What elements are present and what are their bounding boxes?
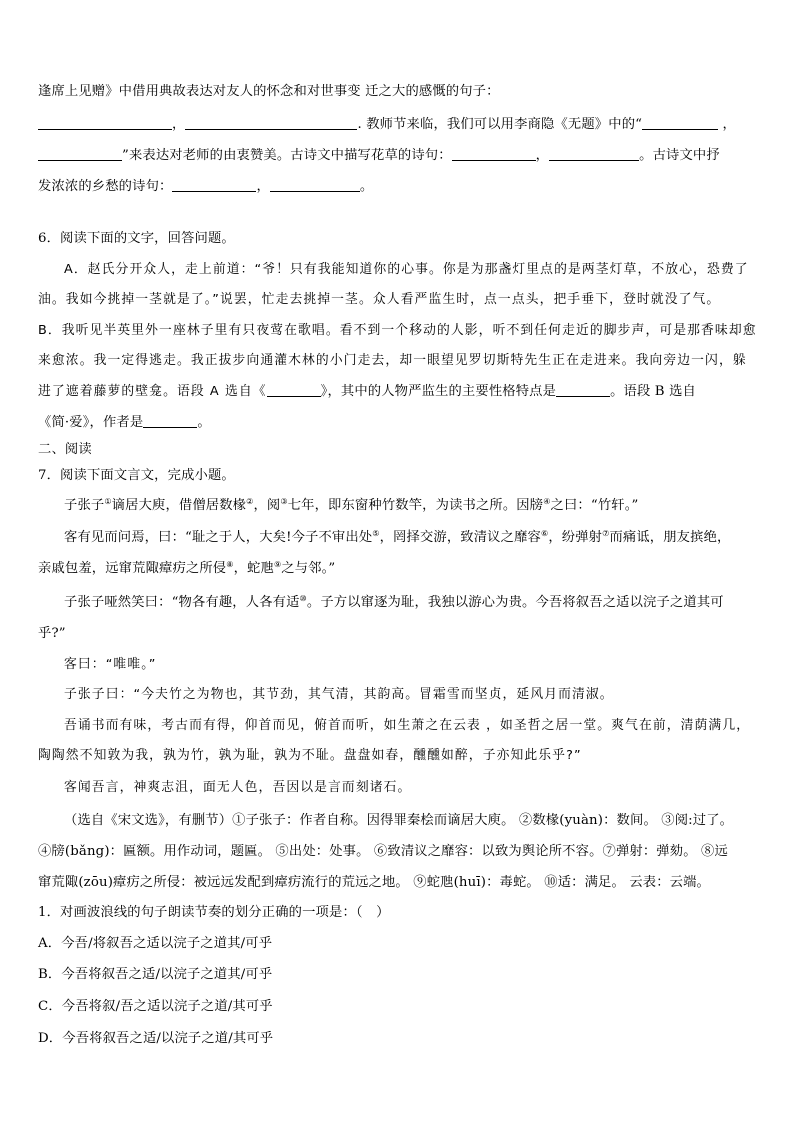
answer-blank[interactable] [185, 116, 357, 130]
q6-passage-a-line-2: 油。我如今挑掉一茎就是了。”说罢，忙走去挑掉一茎。众人看严监生时，点一点头，把手垂下，登时就没了气。 [38, 292, 721, 307]
q7-para-6-line-1: 吾诵书而有味，考古而有得，仰首而见，俯首而听，如生萧之在云表 ，如圣哲之居一堂。爽气在前，清荫满几， [64, 718, 751, 733]
q5-line-2: ， . 教师节来临，我们可以用李商隐《无题》中的“ ， [38, 116, 768, 134]
q6-passage-b-line-2: 来愈浓。我一定得逃走。我正拔步向通灌木林的小门走去，却一眼望见罗切斯特先生正在走进来。我向旁边一闪，躲 [38, 353, 747, 368]
answer-blank[interactable] [267, 383, 321, 397]
answer-blank[interactable] [172, 178, 256, 192]
option-d[interactable]: D．今吾将叙吾之适/以浣子之道/其可乎 [38, 1031, 274, 1046]
q7-para-3-line-1: 子张子哑然笑曰：“物各有趣，人各有适⑩。子方以窜逐为耻，我独以游心为贵。今吾将叙吾之适以浣子之道其可 [64, 594, 724, 610]
q7-notes-line-3: 窜荒陬(zōu)瘴疠之所侵：被远远发配到瘴疠流行的荒远之地。 ⑨蛇虺(huī)：毒蛇。 ⑩适：满足。 云表：云端。 [38, 875, 710, 890]
q6-line-6: 《简·爱》，作者是 。 [38, 415, 211, 430]
q7-para-5: 子张子曰：“今夫竹之为物也，其节劲，其气清，其韵高。冒霜雪而坚贞，延风月而清淑。 [64, 687, 614, 702]
q6-title: 6．阅读下面的文字，回答问题。 [38, 231, 235, 246]
answer-blank[interactable] [38, 147, 122, 161]
answer-blank[interactable] [143, 414, 197, 428]
q5-line-3: ”来表达对老师的由衷赞美。古诗文中描写花草的诗句： ， 。古诗文中抒 [38, 147, 768, 165]
q7-para-2-line-1: 客有见而问焉，曰：“耻之于人，大矣!今子不审出处⑤，罔择交游，致清议之靡容⑥，纷弹射⑦而痛诋，朋友摈绝， [64, 529, 731, 545]
q6-passage-b-line-1: B．我听见半英里外一座林子里有只夜莺在歌唱。看不到一个移动的人影，听不到任何走近的脚步声，可是那香味却愈 [38, 323, 757, 338]
q6-passage-a-line-1: A．赵氏分开众人，走上前道：“爷！只有我能知道你的心事。你是为那盏灯里点的是两茎灯草，不放心，恐费了 [64, 262, 749, 277]
q7-notes-line-2: ④牓(bǎng)：匾额。用作动词，题匾。 ⑤出处：处事。 ⑥致清议之靡容：以致为舆论所不容。⑦弹射：弹劾。 ⑧远 [38, 844, 728, 859]
q7-subquestion-1: 1．对画波浪线的句子朗读节奏的划分正确的一项是：（ ） [38, 905, 390, 920]
q7-para-2-line-2: 亲戚包羞，远窜荒陬瘴疠之所侵⑧，蛇虺⑨之与邻。” [38, 560, 336, 576]
q7-para-1: 子张子①谪居大庾，借僧居数椽②，阅③七年，即东窗种竹数竿，为读书之所。因牓④之曰：“竹轩。” [64, 497, 639, 513]
q5-line-1: 逢席上见赠》中借用典故表达对友人的怀念和对世事变 迁之大的感慨的句子： [38, 84, 500, 99]
q7-notes-line-1: （选自《宋文选》，有删节）①子张子：作者自称。因得罪秦桧而谪居大庾。 ②数椽(yuàn)：数间。 ③阅:过了。 [64, 813, 734, 828]
q7-para-3-line-2: 乎?” [38, 626, 66, 641]
option-a[interactable]: A．今吾/将叙吾之适以浣子之道其/可乎 [38, 936, 273, 951]
q7-title: 7．阅读下面文言文，完成小题。 [38, 468, 235, 483]
q7-para-6-line-2: 陶陶然不知敦为我，孰为竹，孰为耻，孰为不耻。盘盘如春，醺醺如醉，子亦知此乐乎?” [38, 748, 582, 763]
q5-line-4: 发浓浓的乡愁的诗句： ， 。 [38, 179, 374, 194]
q7-para-7: 客闻吾言，神爽志沮，面无人色，吾因以是言而刻诸石。 [64, 780, 412, 795]
answer-blank[interactable] [556, 383, 610, 397]
q7-para-4: 客曰：“唯唯。” [64, 657, 157, 672]
section-heading: 二、阅读 [38, 442, 92, 457]
answer-blank[interactable] [452, 147, 536, 161]
answer-blank[interactable] [270, 178, 360, 192]
option-c[interactable]: C．今吾将叙/吾之适以浣子之道/其可乎 [38, 999, 273, 1014]
answer-blank[interactable] [642, 116, 718, 130]
answer-blank[interactable] [38, 116, 172, 130]
answer-blank[interactable] [549, 147, 639, 161]
option-b[interactable]: B．今吾将叙吾之适/以浣子之道其/可乎 [38, 967, 273, 982]
q6-line-5: 进了遮着藤萝的壁龛。语段 A 选自《 》，其中的人物严监生的主要性格特点是 。语段 B 选自 [38, 384, 696, 399]
